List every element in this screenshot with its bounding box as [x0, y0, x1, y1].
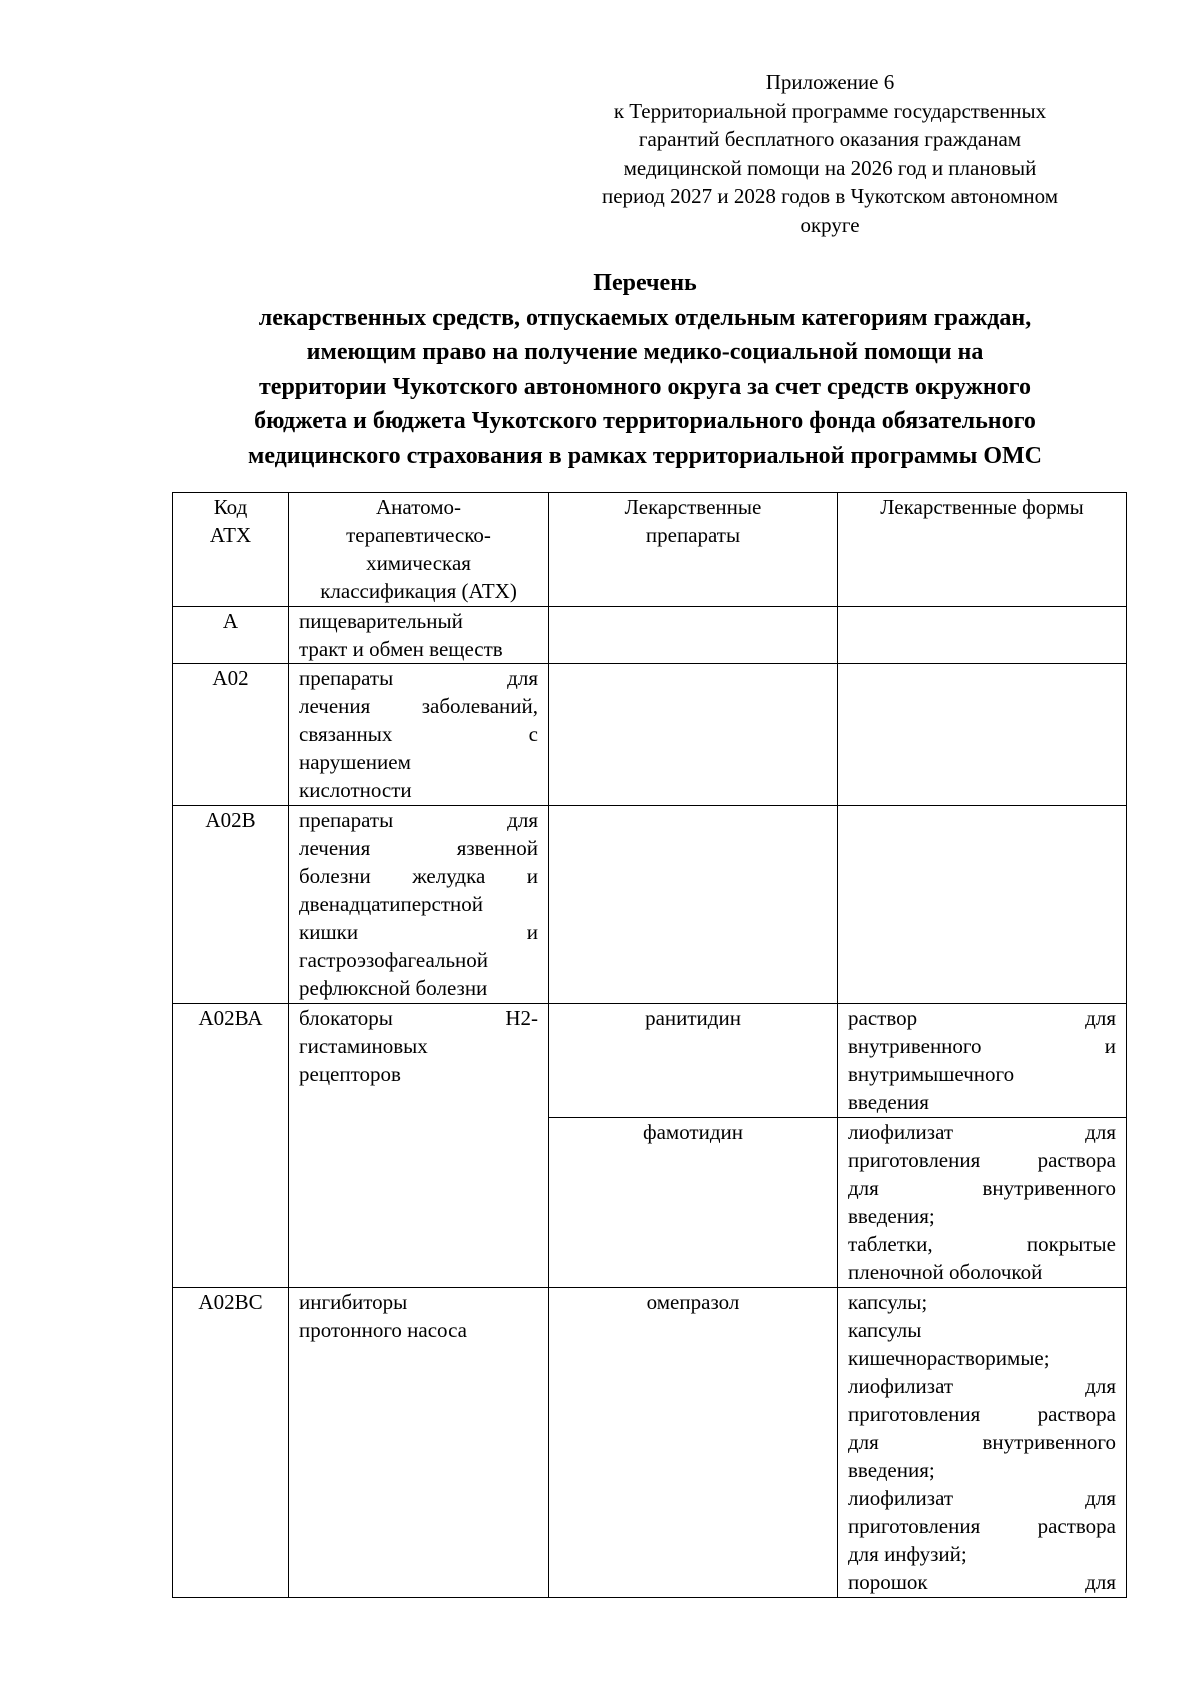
atx-code: А02В [173, 806, 289, 1004]
table-row [173, 1004, 1127, 1118]
appendix-line: Приложение 6 [765, 70, 895, 94]
title-heading: Перечень [593, 270, 697, 296]
title-line: бюджета и бюджета Чукотского территориального фонда обязательного [254, 408, 1036, 434]
atx-classification: препараты для лечения заболеваний, связанных с нарушением кислотности [289, 664, 549, 806]
title-line: имеющим право на получение медико-социальной помощи на [306, 339, 984, 365]
header-forms: Лекарственные формы [838, 493, 1127, 607]
table-row [173, 806, 1127, 1004]
forms-cell [838, 664, 1127, 806]
forms-cell: капсулы; капсулы кишечнорастворимые; лиофилизат для приготовления раствора для внутривенного введения; лиофилизат для приготовления раствора для инфузий; порошок для [838, 1288, 1127, 1598]
table-row [173, 1288, 1127, 1598]
forms-cell: лиофилизат для приготовления раствора для внутривенного введения; таблетки, покрытые пленочной оболочкой [838, 1118, 1127, 1288]
table-header-row [173, 493, 1127, 607]
appendix-line: округе [800, 212, 860, 237]
appendix-line: гарантий бесплатного оказания гражданам [638, 127, 1022, 151]
atx-code: А02ВС [173, 1288, 289, 1598]
appendix-line: медицинской помощи на 2026 год и плановый [623, 155, 1037, 180]
document-title [150, 266, 1140, 473]
atx-code: А02ВА [173, 1004, 289, 1288]
header-classification: Анатомо- терапевтическо- химическая классификация (АТХ) [289, 493, 549, 607]
atx-code: А02 [173, 664, 289, 806]
table-row [173, 607, 1127, 664]
drug-cell [549, 664, 838, 806]
drug-cell: ранитидин [549, 1004, 838, 1118]
table-row [173, 664, 1127, 806]
atx-classification: ингибиторы протонного насоса [289, 1288, 549, 1598]
atx-drug-table [172, 492, 1127, 1598]
forms-cell: раствор для внутривенного и внутримышечного введения [838, 1004, 1127, 1118]
atx-classification: препараты для лечения язвенной болезни желудка и двенадцатиперстной кишки и гастроэзофагеальной рефлюксной болезни [289, 806, 549, 1004]
appendix-line: к Территориальной программе государственных [613, 98, 1047, 123]
atx-classification: пищеварительный тракт и обмен веществ [289, 607, 549, 664]
appendix-line: период 2027 и 2028 годов в Чукотском автономном [601, 184, 1059, 208]
header-drugs: Лекарственные препараты [549, 493, 838, 607]
drug-cell: фамотидин [549, 1118, 838, 1288]
forms-cell [838, 806, 1127, 1004]
title-line: лекарственных средств, отпускаемых отдельным категориям граждан, [258, 304, 1032, 331]
atx-code: А [173, 607, 289, 664]
drug-cell [549, 806, 838, 1004]
forms-cell [838, 607, 1127, 664]
title-line: медицинского страхования в рамках территориальной программы ОМС [247, 442, 1043, 469]
atx-classification: блокаторы Н2- гистаминовых рецепторов [289, 1004, 549, 1288]
drug-cell: омепразол [549, 1288, 838, 1598]
drug-cell [549, 607, 838, 664]
title-line: территории Чукотского автономного округа за счет средств окружного [259, 373, 1031, 400]
appendix-note [575, 68, 1085, 239]
header-code: Код АТХ [173, 493, 289, 607]
